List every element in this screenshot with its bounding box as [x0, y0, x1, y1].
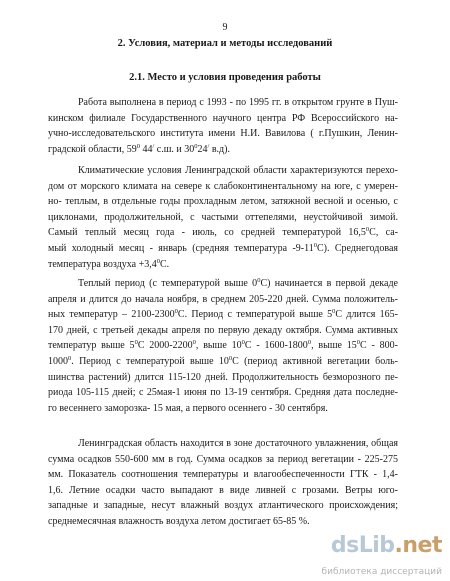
paragraph-climate	[48, 163, 398, 272]
text-line: апреля и длится до начала ноября, в среднем 205-220 дней. Сумма положитель-	[48, 293, 398, 305]
watermark	[322, 533, 442, 577]
text-line: западные и западные, несут влажный воздух атлантического происхождения;	[48, 500, 398, 512]
text-line: кинском филиале Государственного научного центра РФ Всероссийского на-	[48, 112, 398, 124]
paragraph-warm-period	[48, 276, 398, 416]
text-line: риода 105-115 дней; с 25мая-1 июня по 13-19 сентября. Средняя дата последне-	[48, 387, 398, 399]
text-line: 1000$^0$. Период с температурой выше $10^0С$ (период активной вегетации боль-	[48, 354, 398, 367]
text-line: го весеннего заморозка- 15 мая, а первого осеннего - 30 сентября.	[48, 402, 328, 414]
text-line: учно-исследовательского института имени Н.И. Вавилова ( г.Пушкин, Ленин-	[48, 128, 398, 140]
paragraph-humidity	[48, 436, 398, 530]
section-title: 2.1. Место и условия проведения работы	[129, 72, 321, 83]
text-line: мм. Показатель соотношения температуры и влагообеспеченности ГТК - 1,4-	[48, 469, 398, 481]
text-line: но- теплым, в отдельные годы прохладным летом, затяжной весной и осенью, с	[48, 196, 398, 208]
text-line: Ленинградская область находится в зоне достаточного увлажнения, общая	[78, 438, 398, 449]
watermark-caption: библиотека диссертаций	[321, 567, 442, 577]
watermark-logo: dsLib.net	[330, 533, 442, 558]
text-line: Теплый период (с температурой выше $0^0С$) начинается в первой декаде	[78, 277, 398, 289]
text-line: 1,6. Летние осадки часто выпадают в виде ливней с грозами. Ветры юго-	[48, 484, 398, 496]
text-line: среднемесячная влажность воздуха летом достигает 65-85 %.	[48, 515, 310, 527]
text-line: Самый теплый месяц года - июль, со средней температурой 16,5$^0$С, са-	[48, 226, 399, 239]
text-line: сумма осадков 550-600 мм в год. Сумма осадков за период вегетации - 225-275	[48, 453, 398, 465]
text-line: циклонами, продолжительной, с частыми оттепелями, неустойчивой зимой.	[48, 211, 398, 223]
text-line-coordinates: градской области, $59^0$ 44/ с.ш. и $30^024^/$ в.д).	[48, 142, 230, 155]
text-line: Работа выполнена в период с 1993 - по 1995 гг. в открытом грунте в Пуш-	[78, 97, 398, 108]
page-number: 9	[222, 22, 228, 33]
text-line: Климатические условия Ленинградской области характеризуются перехо-	[78, 165, 398, 176]
text-line: 170 дней, с третьей декады апреля по первую декаду октября. Сумма активных	[48, 324, 398, 336]
text-line: шинства растений) длится 115-120 дней. Продолжительность безморозного пе-	[48, 371, 398, 383]
text-line: температур выше $5^0С$ 2000-2200$^0$, выше $10^0С - 1600-1800^0$, выше $15^0С - 800-$	[48, 339, 398, 352]
paragraph-location	[48, 95, 398, 157]
text-line: дом от морского климата на севере к слабоконтинентальному на юге, с умерен-	[48, 180, 398, 192]
text-line: мый холодный месяц - январь (средняя температура $-9-11^0С$). Среднегодовая	[48, 241, 398, 254]
text-line: температура воздуха $+3,4^0С$.	[48, 257, 170, 270]
chapter-title: 2. Условия, материал и методы исследований	[117, 38, 333, 49]
text-line: ных температур – 2100-2300$^0$С. Период с температурой выше $5^0С$ длится 165-	[48, 308, 398, 321]
